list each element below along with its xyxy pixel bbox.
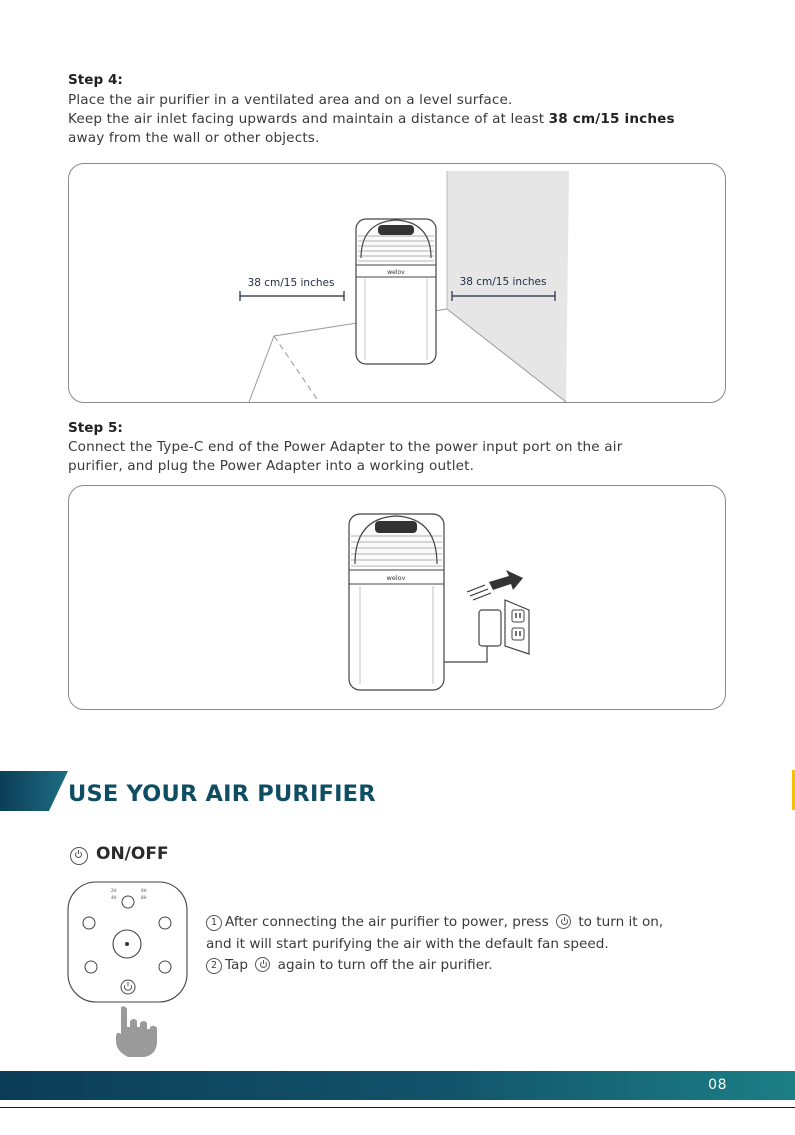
instruction-2-post: again to turn off the air purifier. (277, 957, 493, 973)
instruction-1-pre: After connecting the air purifier to power, press (225, 914, 549, 930)
step4-figure (68, 163, 726, 403)
hand-pointer-icon (112, 1005, 162, 1063)
step5-figure (68, 485, 726, 710)
step-number-2: 2 (206, 958, 222, 974)
wall-outlet (505, 600, 529, 654)
step4-line2-text: Keep the air inlet facing upwards and maintain a distance of at least (68, 111, 549, 127)
timer-label-4h: 4H (111, 895, 117, 900)
page-number: 08 (708, 1077, 727, 1093)
control-panel (67, 881, 188, 1003)
humidity-button (159, 961, 171, 973)
step5-heading: Step 5: (68, 420, 123, 436)
placement-illustration (69, 164, 725, 402)
onoff-title: ON/OFF (96, 844, 169, 864)
onoff-instructions (206, 912, 663, 977)
air-purifier-device (349, 514, 444, 690)
page-bottom-line (0, 1107, 795, 1108)
timer-label-8h: 8H (141, 895, 147, 900)
brand-logo: welov (386, 574, 406, 582)
section-title: USE YOUR AIR PURIFIER (68, 781, 376, 807)
power-icon (556, 914, 571, 929)
step5-line2: purifier, and plug the Power Adapter into a working outlet. (68, 458, 475, 474)
section-accent (0, 771, 68, 811)
insert-arrow (467, 570, 523, 600)
filter-button (159, 917, 171, 929)
power-icon (70, 847, 88, 865)
instruction-1-line2: and it will start purifying the air with the default fan speed. (206, 935, 609, 952)
timer-label-6h: 6H (141, 888, 147, 893)
power-connection-illustration (69, 486, 725, 709)
step4-distance-highlight: 38 cm/15 inches (548, 111, 675, 127)
sleep-button (83, 917, 95, 929)
step4-line3: away from the wall or other objects. (68, 130, 320, 146)
step4-heading: Step 4: (68, 72, 123, 88)
air-purifier-device (356, 219, 436, 364)
brand-logo: welov (387, 269, 405, 276)
light-button (85, 961, 97, 973)
left-distance-label: 38 cm/15 inches (247, 277, 335, 289)
timer-button (122, 896, 134, 908)
step4-line2 (68, 110, 675, 129)
right-distance-label: 38 cm/15 inches (459, 276, 547, 288)
step4-line1: Place the air purifier in a ventilated area and on a level surface. (68, 92, 513, 108)
step5-line1: Connect the Type-C end of the Power Adapter to the power input port on the air (68, 439, 623, 455)
footer-bar (0, 1071, 795, 1100)
instruction-1-post: to turn it on, (578, 914, 664, 930)
timer-label-2h: 2H (111, 888, 117, 893)
power-adapter (479, 610, 501, 646)
instruction-2 (206, 955, 663, 977)
instruction-2-pre: Tap (225, 957, 249, 973)
power-cable (444, 646, 487, 662)
instruction-1 (206, 912, 663, 934)
power-icon (255, 957, 270, 972)
step-number-1: 1 (206, 915, 222, 931)
